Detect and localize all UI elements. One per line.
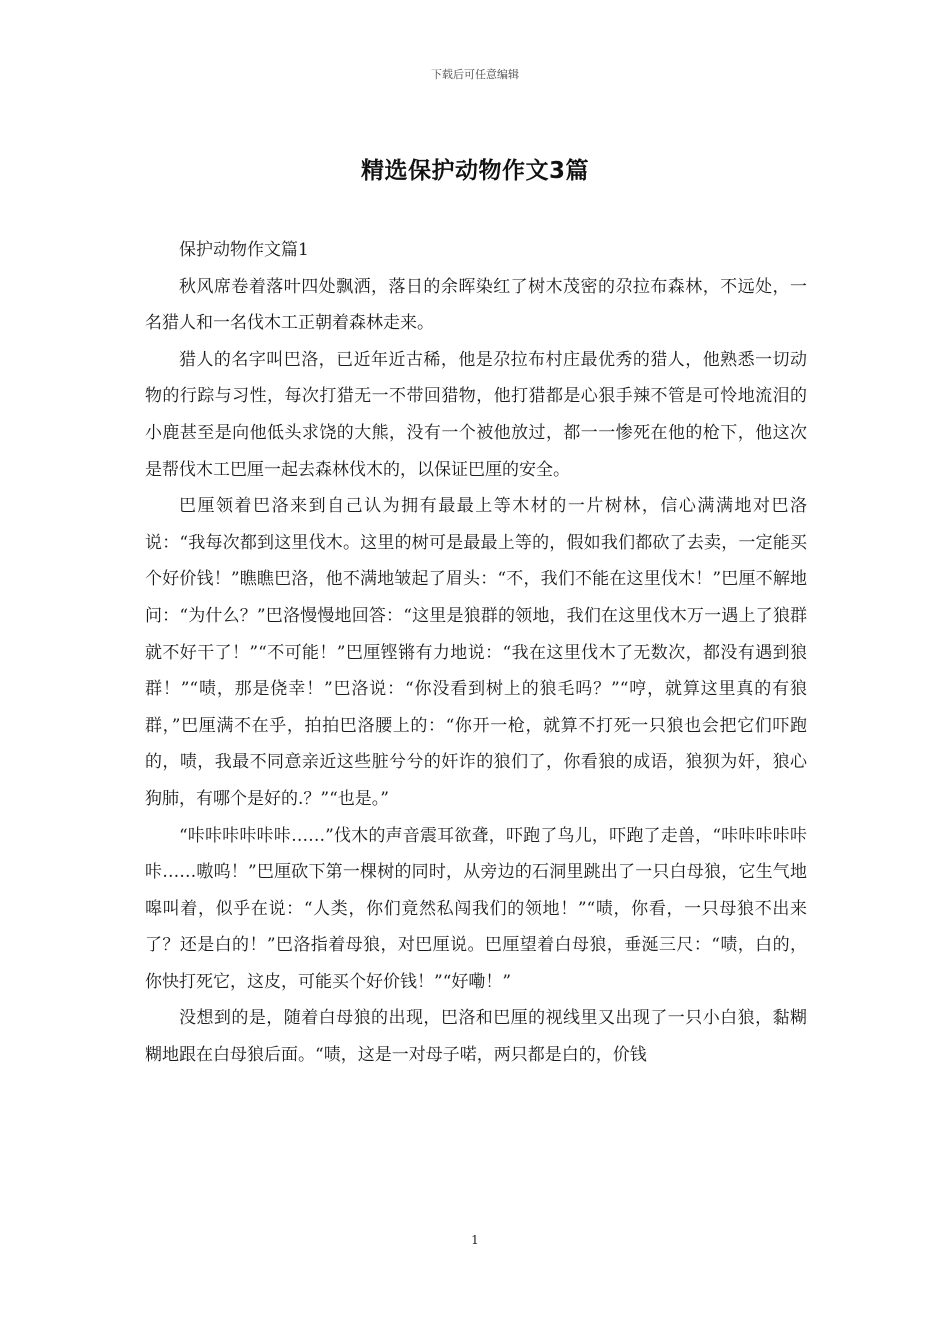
paragraph-1: 秋风席卷着落叶四处飘洒，落日的余晖染红了树木茂密的尕拉布森林，不远处，一名猎人和一名伐木工正朝着森林走来。 [145, 276, 807, 334]
page-number: 1 [471, 1233, 479, 1247]
page-header-note: 下载后可任意编辑 [431, 68, 519, 81]
paragraph-2: 猎人的名字叫巴洛，已近年近古稀，他是尕拉布村庄最优秀的猎人，他熟悉一切动物的行踪与习性，每次打猎无一不带回猎物，他打猎都是心狠手辣不管是可怜地流泪的小鹿甚至是向他低头求饶的大熊，没有一个被他放过，都一一惨死在他的枪下，他这次是帮伐木工巴厘一起去森林伐木的，以保证巴厘的安全。 [145, 349, 807, 480]
paragraph-4: “咔咔咔咔咔咔……”伐木的声音震耳欲聋，吓跑了鸟儿，吓跑了走兽，“咔咔咔咔咔咔……嗷呜！”巴厘砍下第一棵树的同时，从旁边的石洞里跳出了一只白母狼，它生气地嗥叫着，似乎在说：“人类，你们竟然私闯我们的领地！”“啧，你看，一只母狼不出来了？还是白的！”巴洛指着母狼，对巴厘说。巴厘望着白母狼，垂涎三尺：“啧，白的，你快打死它，这皮，可能买个好价钱！”“好嘞！” [145, 825, 807, 992]
paragraph-3: 巴厘领着巴洛来到自己认为拥有最最上等木材的一片树林，信心满满地对巴洛说：“我每次都到这里伐木。这里的树可是最最上等的，假如我们都砍了去卖，一定能买个好价钱！”瞧瞧巴洛，他不满地皱起了眉头：“不，我们不能在这里伐木！”巴厘不解地问：“为什么？”巴洛慢慢地回答：“这里是狼群的领地，我们在这里伐木万一遇上了狼群就不好干了！”“不可能！”巴厘铿锵有力地说：“我在这里伐木了无数次，都没有遇到狼群！”“啧，那是侥幸！”巴洛说：“你没看到树上的狼毛吗？”“哼，就算这里真的有狼群，”巴厘满不在乎，拍拍巴洛腰上的：“你开一枪，就算不打死一只狼也会把它们吓跑的，啧，我最不同意亲近这些脏兮兮的奸诈的狼们了，你看狼的成语，狼狈为奸，狼心狗肺，有哪个是好的.？”“也是。” [145, 496, 807, 809]
paragraph-5: 没想到的是，随着白母狼的出现，巴洛和巴厘的视线里又出现了一只小白狼，黏糊糊地跟在白母狼后面。“啧，这是一对母子喏，两只都是白的，价钱 [145, 1008, 807, 1066]
document-title: 精选保护动物作文3篇 [360, 158, 589, 184]
section-heading: 保护动物作文篇1 [179, 240, 309, 260]
document-body [145, 232, 807, 1074]
